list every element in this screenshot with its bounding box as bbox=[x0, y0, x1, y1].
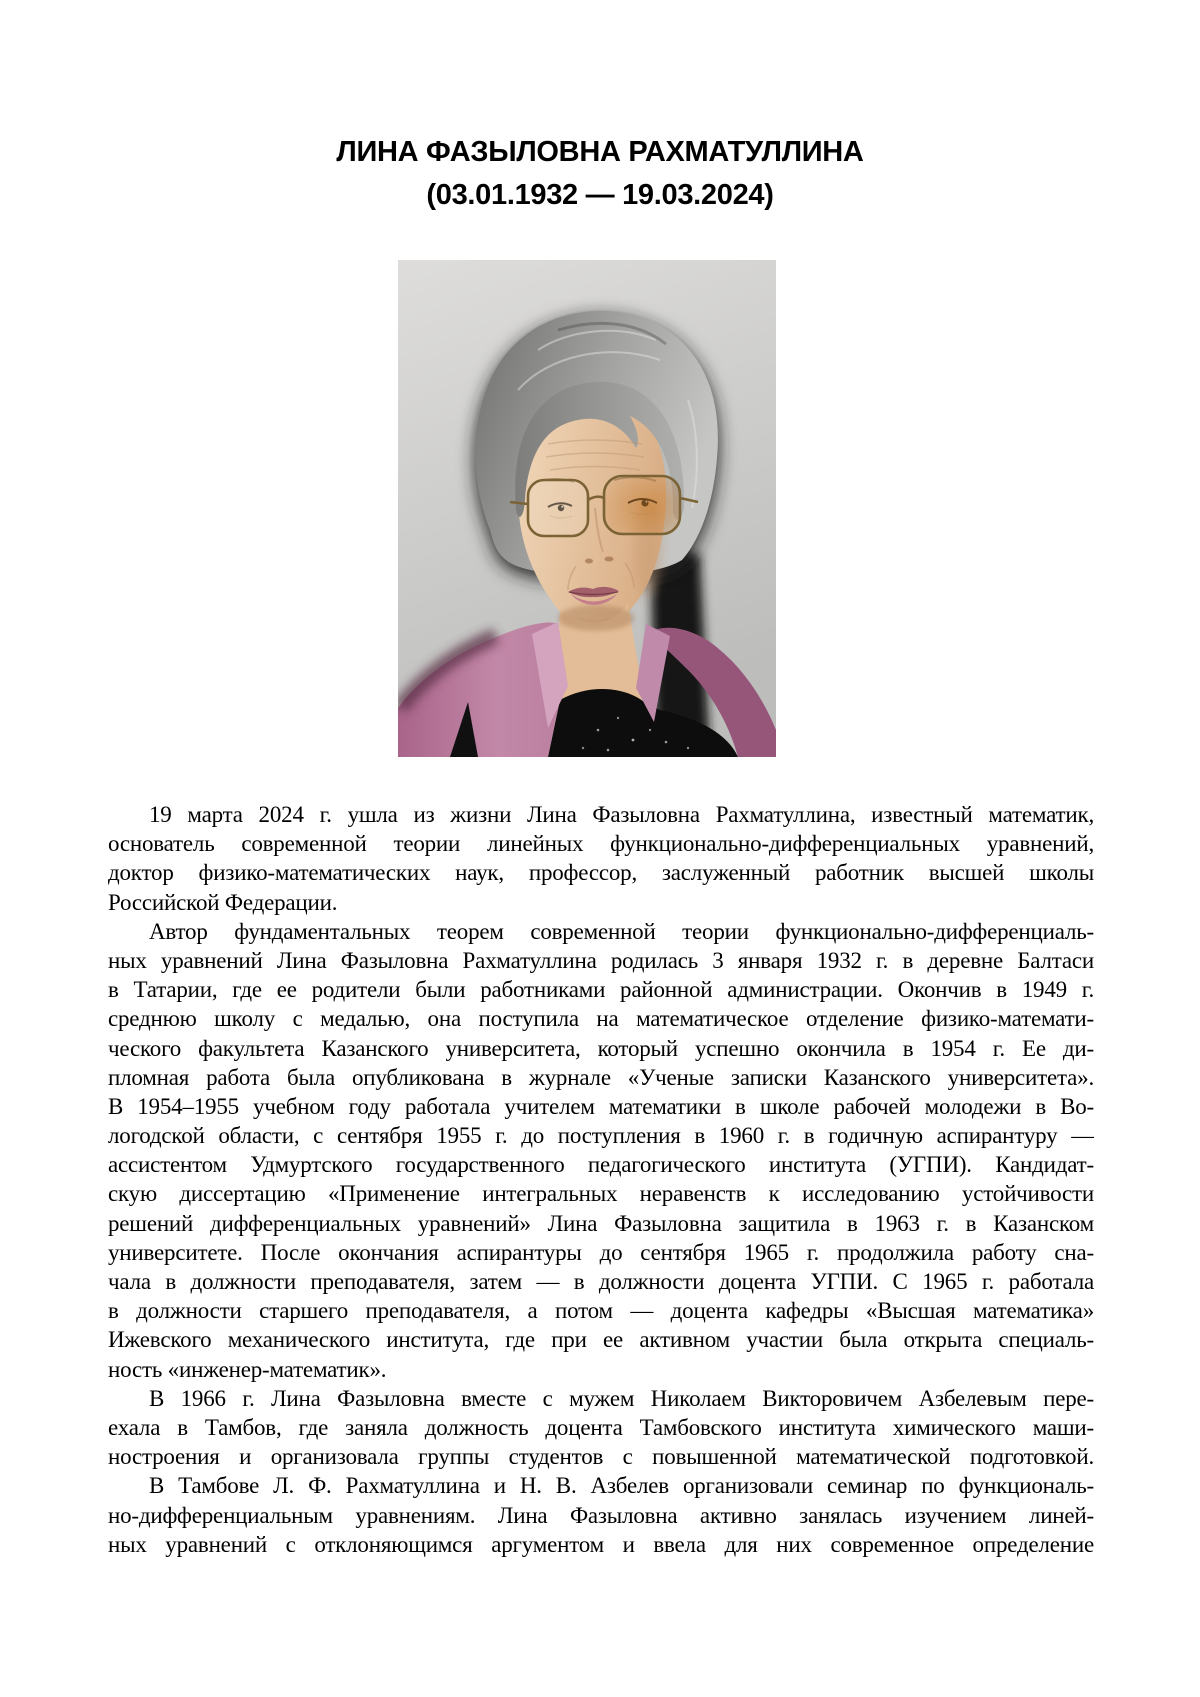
text-line: доктор физико-математических наук, профессор, заслуженный работник высшей школы bbox=[108, 860, 1094, 886]
text-line: чала в должности преподавателя, затем — в должности доцента УГПИ. С 1965 г. работала bbox=[108, 1269, 1094, 1294]
text-line: ассистентом Удмуртского государственного педагогического института (УГПИ). Кандидат- bbox=[108, 1152, 1094, 1178]
text-line: ностроения и организовала группы студентов с повышенной математической подготовкой. bbox=[108, 1444, 1094, 1470]
text-line: ехала в Тамбов, где заняла должность доцента Тамбовского института химического маши- bbox=[108, 1414, 1094, 1440]
text-line: логодской области, с сентября 1955 г. до поступления в 1960 г. в годичную аспирантуру — bbox=[108, 1123, 1094, 1149]
text-line: В Тамбове Л. Ф. Рахматуллина и Н. В. Азбелев организовали семинар по функциональ- bbox=[149, 1473, 1094, 1499]
title-name: ЛИНА ФАЗЫЛОВНА РАХМАТУЛЛИНА bbox=[336, 136, 864, 168]
text-line: пломная работа была опубликована в журнале «Ученые записки Казанского университета». bbox=[108, 1064, 1094, 1090]
text-line: ных уравнений с отклоняющимся аргументом и ввела для них современное определение bbox=[108, 1531, 1094, 1557]
page-title bbox=[0, 131, 1200, 217]
text-line: среднюю школу с медалью, она поступила на математическое отделение физико-математи- bbox=[108, 1006, 1094, 1032]
text-line: В 1966 г. Лина Фазыловна вместе с мужем Николаем Викторовичем Азбелевым пере- bbox=[149, 1385, 1094, 1411]
chin-shadow bbox=[558, 605, 634, 631]
title-dates: (03.01.1932 — 19.03.2024) bbox=[426, 179, 774, 211]
text-line: В 1954–1955 учебном году работала учителем математики в школе рабочей молодежи в Во- bbox=[108, 1093, 1094, 1119]
text-line: Ижевского механического института, где при ее активном участии была открыта специаль- bbox=[108, 1327, 1094, 1353]
portrait-illustration bbox=[398, 260, 776, 757]
article-body bbox=[108, 800, 1094, 1559]
text-line: решений дифференциальных уравнений» Лина Фазыловна защитила в 1963 г. в Казанском bbox=[108, 1210, 1094, 1236]
text-line: ность «инженер-математик». bbox=[108, 1356, 387, 1382]
text-line: скую диссертацию «Применение интегральных неравенств к исследованию устойчивости bbox=[108, 1181, 1094, 1207]
text-line: в Татарии, где ее родители были работниками районной администрации. Окончив в 1949 г. bbox=[108, 977, 1094, 1003]
text-line: Российской Федерации. bbox=[108, 889, 338, 915]
text-line: основатель современной теории линейных функционально-дифференциальных уравнений, bbox=[108, 831, 1094, 857]
portrait-photo bbox=[398, 260, 776, 757]
text-line: университете. После окончания аспирантуры до сентября 1965 г. продолжила работу сна- bbox=[108, 1239, 1094, 1265]
text-line: Автор фундаментальных теорем современной теории функционально-дифференциаль- bbox=[149, 918, 1094, 944]
text-line: но-дифференциальным уравнениям. Лина Фазыловна активно занялась изучением линей- bbox=[108, 1502, 1094, 1528]
text-line: в должности старшего преподавателя, а потом — доцента кафедры «Высшая математика» bbox=[108, 1298, 1094, 1324]
text-line: ных уравнений Лина Фазыловна Рахматуллина родилась 3 января 1932 г. в деревне Балтаси bbox=[108, 947, 1094, 973]
text-line: 19 марта 2024 г. ушла из жизни Лина Фазыловна Рахматуллина, известный математик, bbox=[149, 802, 1094, 827]
text-line: ческого факультета Казанского университета, который успешно окончила в 1954 г. Ее ди- bbox=[108, 1035, 1094, 1061]
